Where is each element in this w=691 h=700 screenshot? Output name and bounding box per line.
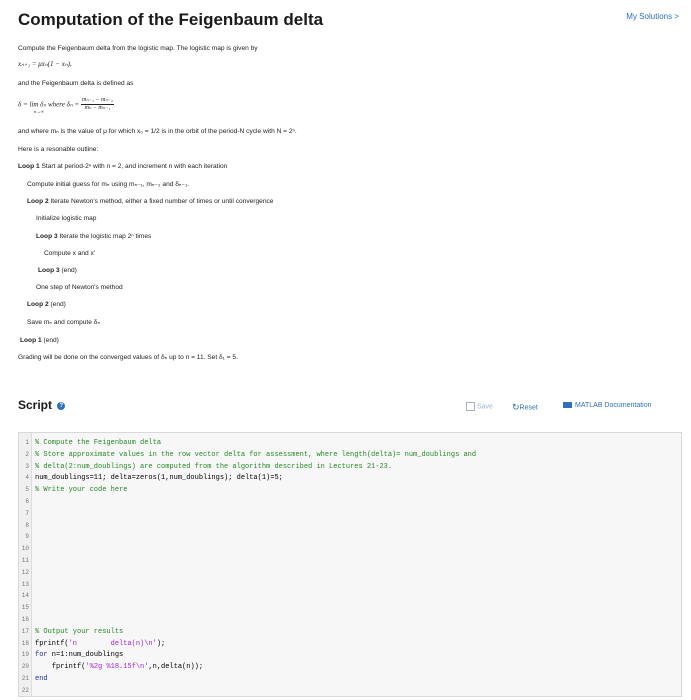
loop-text: Iterate the logistic map 2ⁿ times [57,233,152,240]
outline-loop1-end [20,336,59,346]
line-number: 20 [21,663,29,671]
line-number: 1 [25,439,29,446]
code-line[interactable] [19,661,203,672]
loop-text: (end) [41,337,59,344]
code-line[interactable] [19,472,283,483]
loop-text: (end) [59,267,77,274]
code-line[interactable] [19,531,35,542]
code-line[interactable] [19,626,123,637]
code-token: for [35,651,48,660]
line-number: 22 [21,686,29,694]
code-token: % Store approximate values in the row vector delta for assessment, where length(delta)= num_doublings and [35,450,477,459]
loop-label: Loop 2 [27,301,49,308]
code-token: end [35,675,48,683]
line-number: 13 [21,580,29,588]
code-token: '%2g %18.15f\n' [85,663,149,672]
outline-loop2-end [27,300,66,310]
book-icon [563,402,572,408]
outline-init-map: Initialize logistic map [36,215,97,222]
code-token: % delta(2:num_doublings) are computed from the algorithm described in Lectures 21-23. [35,462,393,471]
code-line[interactable] [19,520,35,531]
reset-icon: ↻ [512,402,520,412]
code-token: % Output your results [35,627,124,636]
outline-loop2-start [27,197,273,207]
code-line[interactable] [19,496,35,507]
logistic-map-equation: xₙ₊₁ = μxₙ(1 − xₙ), [18,60,72,68]
line-number: 10 [21,545,29,553]
line-number: 9 [25,533,29,541]
delta-intro-text: and the Feigenbaum delta is defined as [18,80,134,87]
code-line[interactable] [19,638,165,649]
code-token: ); [156,639,166,648]
loop-label: Loop 3 [38,267,60,274]
line-number: 21 [21,675,29,682]
code-line[interactable] [19,614,35,625]
loop-text: Start at period-2ⁿ with n = 2, and increment n with each iteration [39,163,228,170]
loop-text: Iterate Newton's method, either a fixed number of times or until convergence [48,198,274,205]
outline-loop3-start [36,232,151,242]
outline-compute-x: Compute x and x′ [44,250,96,257]
code-line[interactable] [19,579,35,590]
code-token: % Write your code here [35,486,128,495]
loop-label: Loop 1 [18,163,40,170]
page-title: Computation of the Feigenbaum delta [18,10,324,29]
code-line[interactable] [19,673,48,684]
line-number: 8 [25,521,29,529]
mn-definition-text: and where mₙ is the value of μ for which x₀ = 1/2 is in the orbit of the period-N cycle with N = 2ⁿ. [18,128,297,135]
code-line[interactable] [19,555,35,566]
outline-intro: Here is a resonable outline: [18,146,99,153]
code-line[interactable] [19,602,35,613]
limit-subscript: n→∞ [34,109,44,114]
line-number: 11 [21,557,29,564]
code-line[interactable] [19,508,35,519]
reset-button[interactable] [512,402,538,413]
matlab-documentation-link[interactable] [563,402,652,409]
line-number: 3 [25,462,29,470]
line-number: 7 [25,509,29,517]
code-line[interactable] [19,543,35,554]
loop-label: Loop 1 [20,337,42,344]
outline-newton-step: One step of Newton's method [36,284,123,291]
line-number: 5 [25,486,29,494]
code-line[interactable] [19,484,127,495]
code-editor[interactable] [18,432,682,697]
loop-label: Loop 3 [36,233,58,240]
line-number: 19 [21,651,29,659]
line-number: 4 [25,474,29,482]
code-line[interactable] [19,649,123,660]
code-token: ,n,delta(n)); [148,663,204,672]
code-token: fprintf( [35,663,86,672]
fraction-numerator: mₙ₋₁ − mₙ₋₂ [81,97,113,103]
help-icon[interactable]: ? [57,402,65,410]
save-button[interactable] [466,402,493,411]
save-icon [466,402,475,411]
outline-initial-guess: Compute initial guess for mₙ using mₙ₋₁, mₙ₋₂ and δₙ₋₁. [27,181,190,188]
fraction-denominator: mₙ − mₙ₋₁ [84,105,111,111]
line-number: 18 [21,639,29,647]
line-number: 6 [25,498,29,505]
loop-text: (end) [48,301,66,308]
line-number: 2 [25,450,29,458]
line-number: 15 [21,604,29,612]
save-label: Save [477,403,493,411]
documentation-label: MATLAB Documentation [575,402,652,409]
delta-fraction [81,97,114,112]
grading-note: Grading will be done on the converged values of δₙ up to n = 11. Set δ₁ = 5. [18,354,238,361]
intro-text: Compute the Feigenbaum delta from the logistic map. The logistic map is given by [18,45,258,52]
code-line[interactable] [19,449,476,460]
my-solutions-link[interactable]: My Solutions > [626,12,679,21]
code-line[interactable] [19,461,392,472]
outline-loop3-end [38,266,77,276]
code-line[interactable] [19,437,161,448]
outline-loop1-start [18,162,227,172]
line-number: 12 [21,568,29,576]
code-line[interactable] [19,685,35,696]
script-heading [18,398,65,412]
code-token: % Compute the Feigenbaum delta [35,439,162,447]
code-line[interactable] [19,567,35,578]
line-number: 14 [21,592,29,600]
delta-definition-left: δ = lim δₙ where δₙ = [18,100,80,109]
outline-save: Save mₙ and compute δₙ [27,319,101,326]
code-token: 'n delta(n)\n' [68,639,157,648]
code-token: num_doublings=11; delta=zeros(1,num_doublings); delta(1)=5; [35,474,283,483]
code-token: n=1:num_doublings [47,651,124,660]
reset-label: Reset [519,404,538,412]
line-number: 17 [21,627,29,635]
code-line[interactable] [19,590,35,601]
line-number: 16 [21,616,29,623]
script-title: Script [18,398,53,412]
loop-label: Loop 2 [27,198,49,205]
delta-definition [18,97,114,112]
code-token: fprintf( [35,639,69,648]
